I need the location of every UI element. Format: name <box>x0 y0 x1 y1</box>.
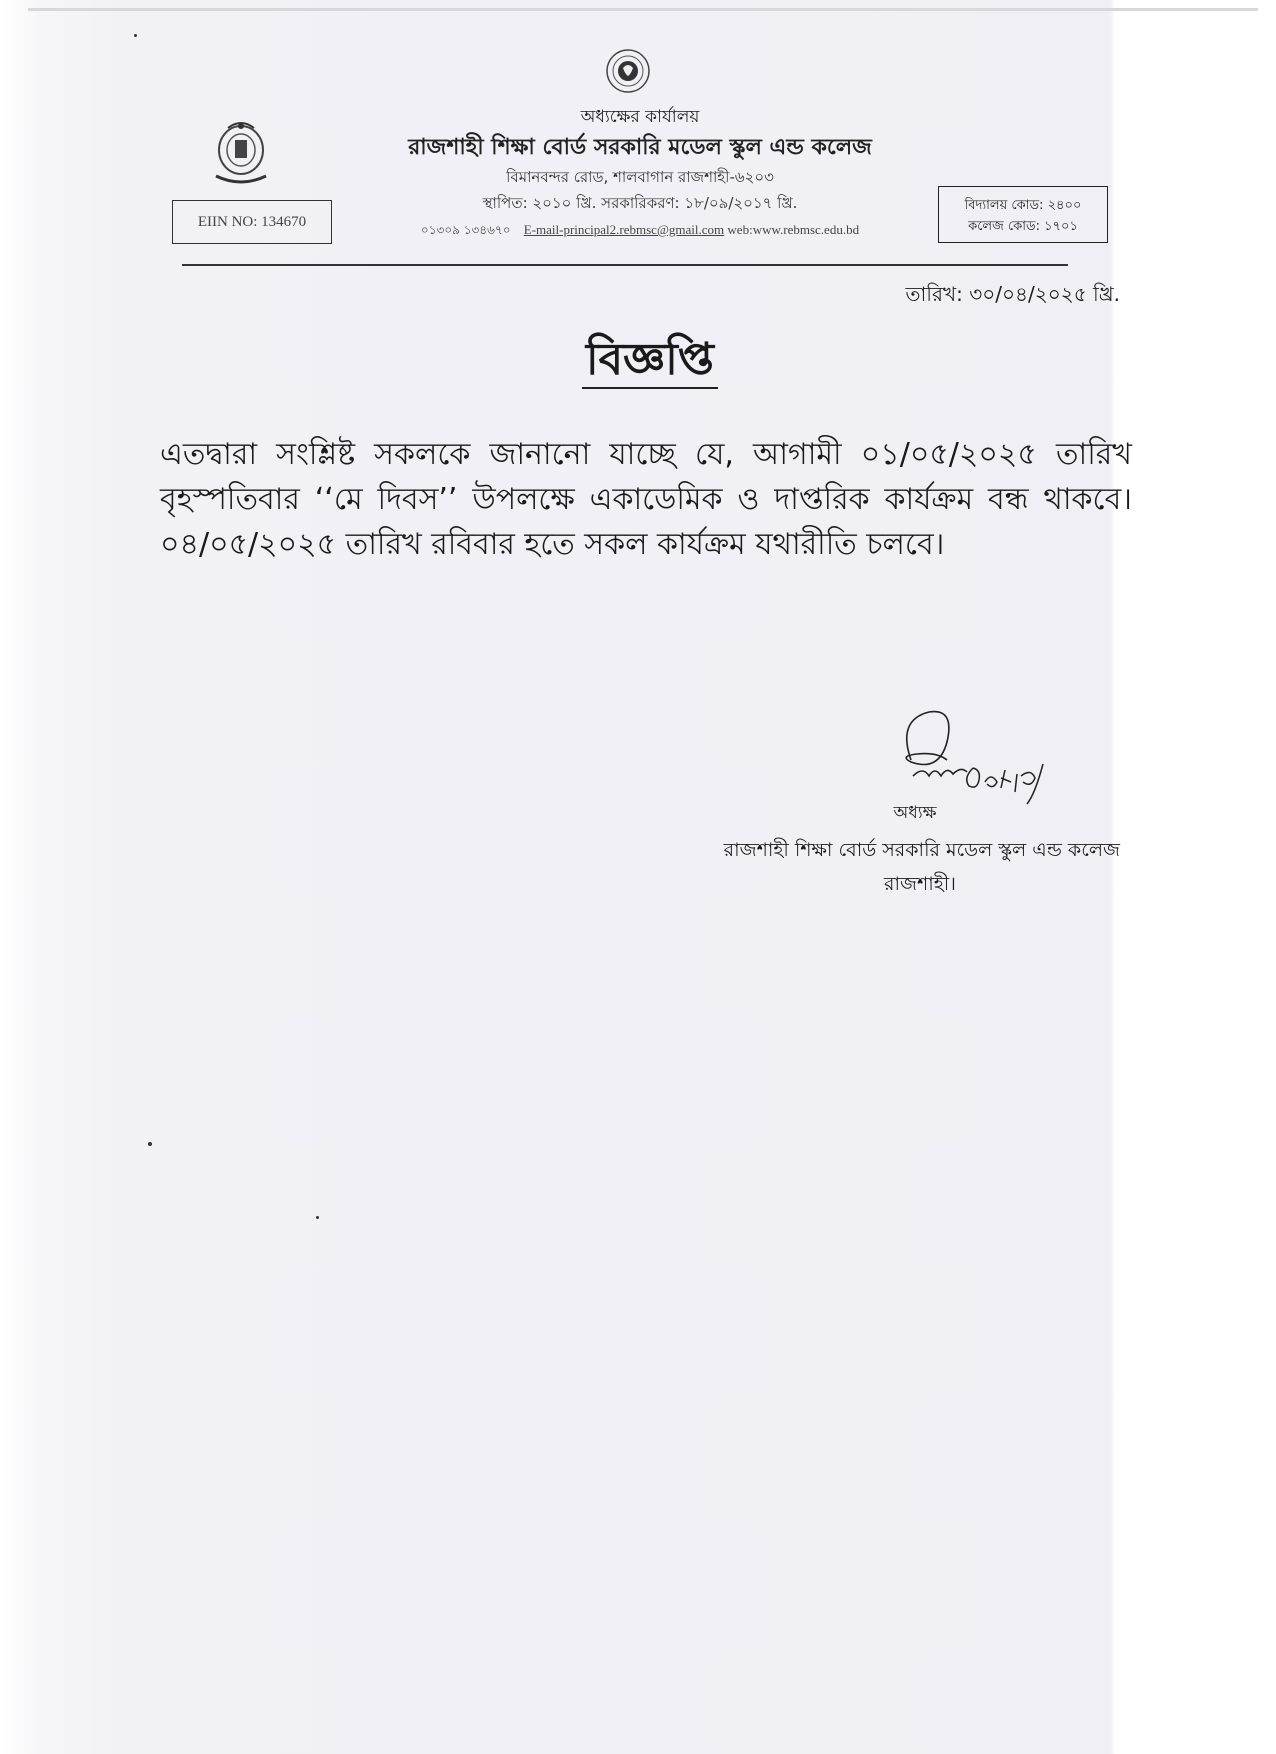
scan-speck <box>134 34 137 37</box>
scan-speck <box>148 1142 152 1146</box>
eiin-box <box>172 200 332 244</box>
school-code: বিদ্যালয় কোড: ২৪০০ <box>964 198 1082 213</box>
signatory-designation: অধ্যক্ষ <box>893 803 937 823</box>
notice-body: এতদ্বারা সংশ্লিষ্ট সকলকে জানানো যাচ্ছে যে, আগামী ০১/০৫/২০২৫ তারিখ বৃহস্পতিবার ‘‘মে দিবস’’ উপলক্ষে একাডেমিক ও দাপ্তরিক কার্যক্রম বন্ধ থাকবে। ০৪/০৫/২০২৫ তারিখ রবিবার হতে সকল কার্যক্রম যথারীতি চলবে। <box>160 437 1132 562</box>
office-label: অধ্যক্ষের কার্যালয় <box>580 107 700 127</box>
contact-line <box>380 222 900 242</box>
institution-codes-box <box>938 186 1108 243</box>
handwritten-signature <box>885 700 1065 805</box>
email-address: E-mail-principal2.rebmsc@gmail.com <box>523 222 725 237</box>
signatory-city: রাজশাহী। <box>884 873 956 895</box>
address: বিমানবন্দর রোড, শালবাগান রাজশাহী-৬২০৩ <box>506 168 774 186</box>
college-code: কলেজ কোড: ১৭০১ <box>968 219 1078 234</box>
website: web:www.rebmsc.edu.bd <box>727 222 860 237</box>
notice-date: তারিখ: ৩০/০৪/২০২৫ খ্রি. <box>905 282 1120 306</box>
eiin-number: EIIN NO: 134670 <box>197 213 307 230</box>
signatory-institution: রাজশাহী শিক্ষা বোর্ড সরকারি মডেল স্কুল এন্ড কলেজ <box>723 839 1120 861</box>
school-logo-icon <box>208 118 274 190</box>
header-divider <box>182 264 1068 266</box>
establishment-info: স্থাপিত: ২০১০ খ্রি. সরকারিকরণ: ১৮/০৯/২০১৭ খ্রি. <box>482 194 798 212</box>
scan-edge-line <box>28 8 1258 11</box>
notice-title <box>480 326 820 399</box>
scan-speck <box>316 1216 319 1219</box>
government-seal-icon <box>605 48 651 94</box>
phone-number: ০১৩০৯ ১৩৪৬৭০ <box>420 223 511 237</box>
institution-name: রাজশাহী শিক্ষা বোর্ড সরকারি মডেল স্কুল এন্ড কলেজ <box>408 135 872 160</box>
notice-title-text: বিজ্ঞপ্তি <box>582 334 718 389</box>
